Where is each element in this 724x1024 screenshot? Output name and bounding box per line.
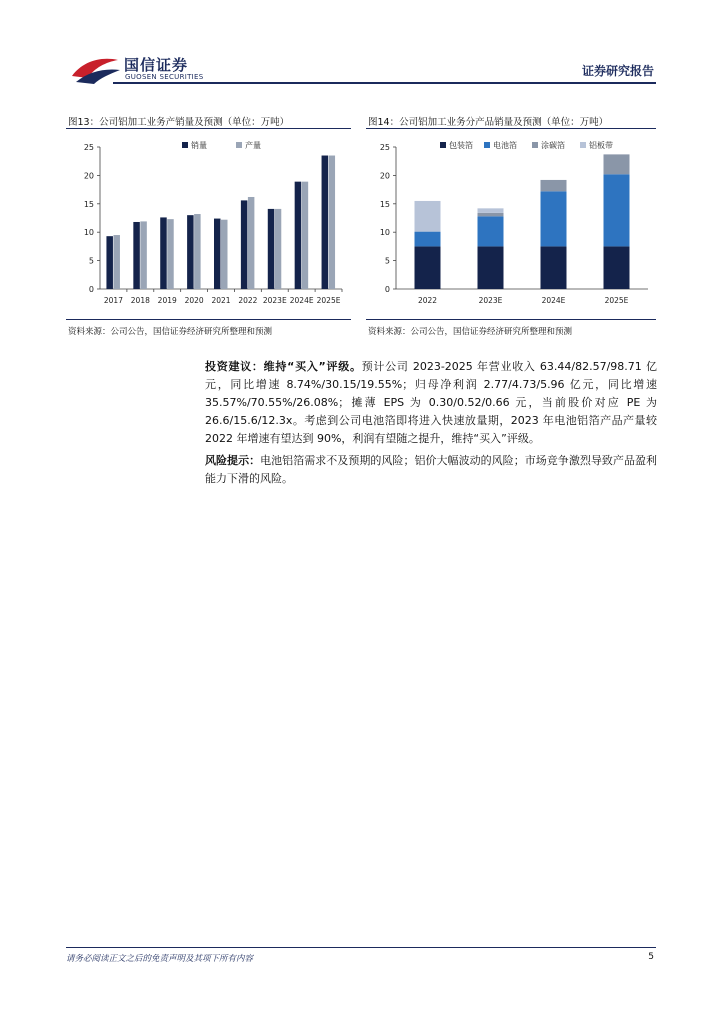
company-name-en: GUOSEN SECURITIES: [125, 73, 204, 81]
chart14-bar-carbon-coated-foil: [541, 180, 567, 191]
investment-advice-body: 预计公司 2023-2025 年营业收入 63.44/82.57/98.71 亿元，同比增速 8.74%/30.15/19.55%；归母净利润 2.77/4.73/5.96 亿元，同比增速 35.57%/70.55%/26.08%；摊薄 EPS 为 0.30/0.52/0.66 元，当前股价对应 PE 为 26.6/15.6/12.3x。考虑到公司电池箔即将进入快速放量期，2023 年电池铝箔产品产量较 2022 年增速有望达到 90%，利润有望随之提升，维持“买入”评级。: [205, 360, 658, 445]
chart14-legend-label: 涂碳箔: [541, 141, 565, 150]
chart13-x-tick-label: 2022: [238, 296, 258, 305]
figure-14-source: 资料来源：公司公告，国信证券经济研究所整理和预测: [368, 327, 573, 337]
footer-divider: [66, 947, 656, 948]
chart13-y-tick-label: 0: [88, 285, 94, 294]
chart13-x-tick-label: 2017: [103, 296, 123, 305]
chart14-legend-label: 铝板带: [589, 141, 613, 150]
chart14-y-tick-label: 10: [379, 228, 390, 238]
chart14-bar-battery-foil: [415, 232, 441, 247]
investment-advice-lead: 投资建议：维持“买入”评级。: [205, 360, 362, 373]
chart14-bar-carbon-coated-foil: [478, 213, 504, 216]
chart13-bar-sales: [160, 217, 167, 289]
chart13-bar-output: [329, 156, 336, 289]
figure-14-title: 图14：公司铝加工业务分产品销量及预测（单位：万吨）: [368, 117, 609, 128]
figure-14-svg: [366, 132, 656, 310]
page-number: 5: [648, 952, 654, 962]
investment-advice-paragraph: [205, 358, 657, 448]
chart14-bar-aluminum-strip: [478, 208, 504, 213]
chart14-legend-label: 电池箔: [493, 141, 517, 150]
report-type-label: 证券研究报告: [581, 64, 654, 78]
chart13-x-tick-label: 2024E: [289, 296, 314, 305]
chart14-bar-battery-foil: [541, 191, 567, 246]
chart14-legend-swatch: [580, 142, 586, 148]
chart13-bar-sales: [241, 200, 248, 289]
chart13-x-tick-label: 2020: [184, 296, 204, 305]
chart13-bar-sales: [268, 209, 275, 289]
chart14-legend-label: 包装箔: [449, 141, 473, 150]
figure-13-title: 图13：公司铝加工业务产销量及预测（单位：万吨）: [68, 117, 290, 128]
figure-14-title-rule: [366, 128, 656, 129]
chart13-bar-sales: [322, 156, 329, 289]
risk-warning-body: 电池铝箔需求不及预期的风险；铝价大幅波动的风险；市场竞争激烈导致产品盈利能力下滑的风险。: [205, 454, 657, 485]
chart13-legend-swatch: [182, 142, 188, 148]
chart13-bar-sales: [295, 182, 302, 289]
chart13-bar-output: [302, 182, 309, 289]
chart14-x-tick-label: 2025E: [604, 296, 629, 305]
chart14-x-tick-label: 2022: [417, 296, 438, 305]
risk-warning-lead: 风险提示：: [205, 454, 261, 467]
figure-13-chart: [66, 132, 351, 310]
chart14-bar-packaging-foil: [415, 246, 441, 289]
chart14-y-tick-label: 15: [379, 199, 390, 209]
chart13-legend-swatch: [236, 142, 242, 148]
figure-13-svg: [66, 132, 351, 310]
header-divider: [113, 82, 656, 84]
chart13-x-tick-label: 2021: [211, 296, 231, 305]
chart14-x-tick-label: 2023E: [478, 296, 503, 305]
chart14-bar-aluminum-strip: [415, 201, 441, 232]
chart13-y-tick-label: 5: [88, 256, 94, 266]
chart13-legend-label: 销量: [191, 141, 207, 150]
chart14-bar-battery-foil: [478, 216, 504, 246]
chart13-bar-output: [167, 219, 174, 289]
figure-13-title-rule: [66, 128, 351, 129]
chart14-bar-packaging-foil: [604, 246, 630, 289]
chart13-y-tick-label: 10: [83, 228, 94, 238]
chart14-y-tick-label: 5: [384, 256, 390, 266]
chart14-legend-swatch: [532, 142, 538, 148]
chart13-bar-sales: [214, 219, 221, 289]
chart14-y-tick-label: 0: [384, 285, 390, 294]
footer-disclaimer: 请务必阅读正文之后的免责声明及其项下所有内容: [66, 954, 254, 964]
chart13-y-tick-label: 15: [83, 199, 94, 209]
chart14-x-tick-label: 2024E: [541, 296, 566, 305]
chart13-bar-output: [113, 235, 120, 289]
chart14-bar-battery-foil: [604, 174, 630, 246]
risk-warning-paragraph: [205, 452, 657, 488]
chart14-y-tick-label: 25: [379, 143, 390, 152]
chart14-bar-packaging-foil: [478, 246, 504, 289]
chart14-legend-swatch: [484, 142, 490, 148]
chart13-bar-output: [248, 197, 255, 289]
chart14-bar-carbon-coated-foil: [604, 154, 630, 174]
company-name-cn: 国信证券: [124, 56, 189, 74]
chart13-y-tick-label: 25: [83, 143, 94, 152]
chart13-x-tick-label: 2023E: [262, 296, 287, 305]
chart13-bar-output: [275, 209, 282, 289]
figure-14-source-rule: [366, 319, 656, 320]
chart13-bar-sales: [187, 215, 194, 289]
chart13-y-tick-label: 20: [83, 171, 94, 181]
chart13-bar-output: [194, 214, 201, 289]
chart13-x-tick-label: 2025E: [316, 296, 341, 305]
figure-13-source-rule: [66, 319, 351, 320]
chart13-bar-sales: [106, 236, 113, 289]
chart14-y-tick-label: 20: [379, 171, 390, 181]
figure-14-chart: [366, 132, 656, 310]
chart14-legend-swatch: [440, 142, 446, 148]
chart13-legend-label: 产量: [245, 141, 261, 150]
chart13-x-tick-label: 2018: [130, 296, 150, 305]
chart14-bar-packaging-foil: [541, 246, 567, 289]
chart13-bar-sales: [133, 222, 140, 289]
chart13-x-tick-label: 2019: [157, 296, 177, 305]
page-header: [0, 0, 724, 90]
chart13-bar-output: [221, 220, 228, 289]
chart13-bar-output: [140, 221, 147, 289]
figure-13-source: 资料来源：公司公告，国信证券经济研究所整理和预测: [68, 327, 273, 337]
